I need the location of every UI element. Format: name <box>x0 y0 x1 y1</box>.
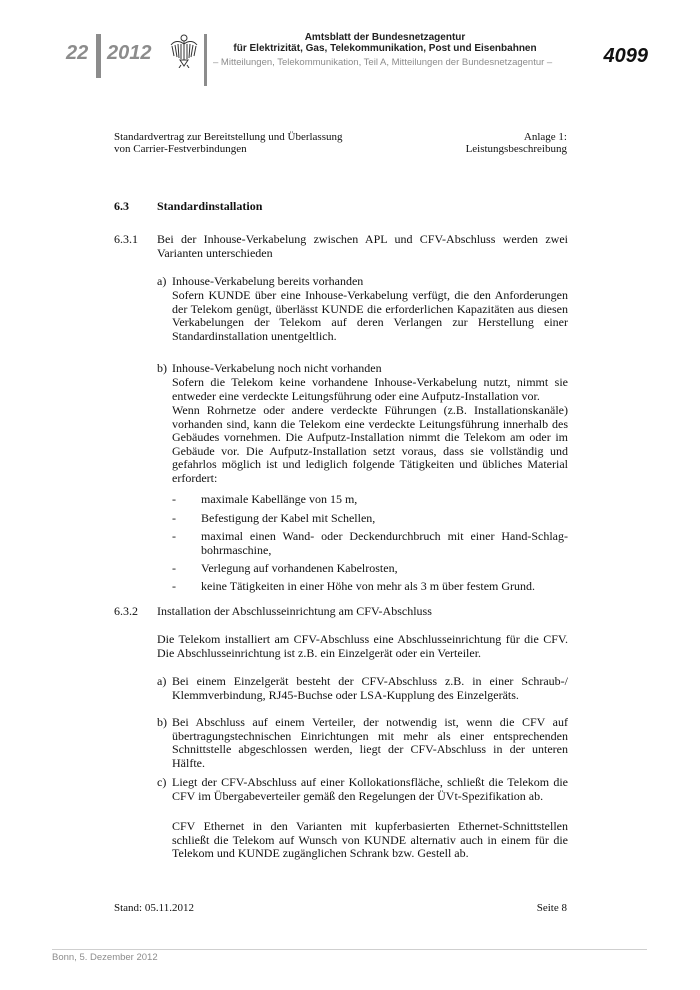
item-632-a-label: a) <box>157 674 167 688</box>
list-item-text: maximale Kabellänge von 15 m, <box>201 492 358 506</box>
issue-year: 2012 <box>107 42 152 64</box>
item-631-b-text1: Sofern die Telekom keine vorhandene Inhouse-Verkabelung nutzt, nimmt sie entweder eine verdeckte Leitungsführung oder eine Aufputz-Installation vor. <box>172 375 568 403</box>
doc-header-right-line1: Anlage 1: <box>523 131 567 143</box>
doc-footer-page: Seite 8 <box>536 902 567 914</box>
list-dash: - <box>172 492 176 506</box>
item-631-b-title: Inhouse-Verkabelung noch nicht vorhanden <box>172 361 382 375</box>
item-632-c-text2: CFV Ethernet in den Varianten mit kupferbasierten Ethernet-Schnittstellen schließt die Telekom auf Wunsch von KUNDE alternativ auch in einem für die Telekom und KUNDE zugänglichen Schrank bzw. Gestell ab. <box>172 819 568 861</box>
item-631-a-label: a) <box>157 274 167 288</box>
item-632-b-label: b) <box>157 715 167 729</box>
list-item <box>172 562 568 576</box>
list-item <box>172 512 568 526</box>
section-title: Standardinstallation <box>157 199 263 213</box>
item-631-b-text2: Wenn Rohrnetze oder andere verdeckte Führungen (z.B. Installationskanäle) vorhanden sind, kann die Telekom eine verdeckte Leitungsführung innerhalb des Gebäudes vornehmen. Die Aufputz-Installation nimmt die Telekom am oder im Gebäude vor. Die Aufputz-Installation setzt voraus, dass sie vollständig und gefahrlos möglich ist und lediglich folgende Tätigkeiten und übliches Material erfordert: <box>172 403 568 485</box>
doc-header-right-line2: Leistungsbeschreibung <box>465 143 567 155</box>
list-dash: - <box>172 579 176 593</box>
list-item <box>172 493 568 507</box>
list-item-text: keine Tätigkeiten in einer Höhe von mehr als 3 m über festem Grund. <box>201 579 536 593</box>
item-632-a-text: Bei einem Einzelgerät besteht der CFV-Abschluss z.B. in einer Schraub-/ Klemmverbindung, RJ45-Buchse oder LSA-Kupplung des Einzelgeräts. <box>172 674 568 702</box>
list-item-text: maximal einen Wand- oder Deckendurchbruch mit einer Hand-Schlag- <box>201 529 568 543</box>
subsection-631-intro: Bei der Inhouse-Verkabelung zwischen APL und CFV-Abschluss werden zwei Varianten unterschieden <box>157 232 568 260</box>
list-dash: - <box>172 561 176 575</box>
list-item-text: Befestigung der Kabel mit Schellen, <box>201 511 376 525</box>
issue-number: 22 <box>66 42 89 64</box>
header-divider <box>204 34 207 86</box>
issue-divider <box>96 34 101 78</box>
item-632-c-label: c) <box>157 775 167 789</box>
list-dash: - <box>172 511 176 525</box>
doc-header-left-line2: von Carrier-Festverbindungen <box>114 143 247 155</box>
item-632-c-text1: Liegt der CFV-Abschluss auf einer Kollokationsfläche, schließt die Telekom die CFV im Übergabeverteiler gemäß den Regelungen der ÜVt-Spezifikation ab. <box>172 775 568 803</box>
item-631-a-text: Sofern KUNDE über eine Inhouse-Verkabelung verfügt, die den Anforderungen der Telekom genügt, überlässt KUNDE die erforderlichen Kapazitäten aus diesen Verkabelungen der Telekom auf deren Verlangen zur Herstellung einer Standardinstallation unentgeltlich. <box>172 288 568 343</box>
list-dash: - <box>172 529 176 543</box>
item-632-b-text: Bei Abschluss auf einem Verteiler, der notwendig ist, wenn die CFV auf übertragungstechnischen Einrichtungen mit mehr als einer entsprechenden Schnittstelle abgeschlossen werden, liegt der CFV-Abschluss in der unteren Hälfte. <box>172 715 568 770</box>
list-item <box>172 580 568 594</box>
subsection-632-number: 6.3.2 <box>114 604 138 618</box>
page-number: 4099 <box>603 45 648 67</box>
subsection-631-number: 6.3.1 <box>114 232 138 246</box>
publication-place-date: Bonn, 5. Dezember 2012 <box>52 952 158 963</box>
footer-divider <box>52 949 647 950</box>
list-item-text: Verlegung auf vorhandenen Kabelrosten, <box>201 561 398 575</box>
gazette-title-line2: für Elektrizität, Gas, Telekommunikation, Post und Eisenbahnen <box>233 43 537 54</box>
gazette-title-line1: Amtsblatt der Bundesnetzagentur <box>304 32 466 43</box>
doc-footer-stand: Stand: 05.11.2012 <box>114 902 194 914</box>
doc-header-left-line1: Standardvertrag zur Bereitstellung und Überlassung <box>114 131 343 143</box>
list-item-text-continued: bohrmaschine, <box>201 543 272 557</box>
list-item <box>172 530 568 558</box>
federal-eagle-icon <box>170 32 198 68</box>
subsection-632-intro: Die Telekom installiert am CFV-Abschluss eine Abschlusseinrichtung für die CFV. Die Abschlusseinrichtung ist z.B. ein Einzelgerät oder ein Verteiler. <box>157 632 568 660</box>
gazette-subtitle: – Mitteilungen, Telekommunikation, Teil A, Mitteilungen der Bundesnetzagentur – <box>213 57 553 68</box>
subsection-632-title: Installation der Abschlusseinrichtung am CFV-Abschluss <box>157 604 432 618</box>
section-number: 6.3 <box>114 199 129 213</box>
item-631-a-title: Inhouse-Verkabelung bereits vorhanden <box>172 274 364 288</box>
item-631-b-label: b) <box>157 361 167 375</box>
